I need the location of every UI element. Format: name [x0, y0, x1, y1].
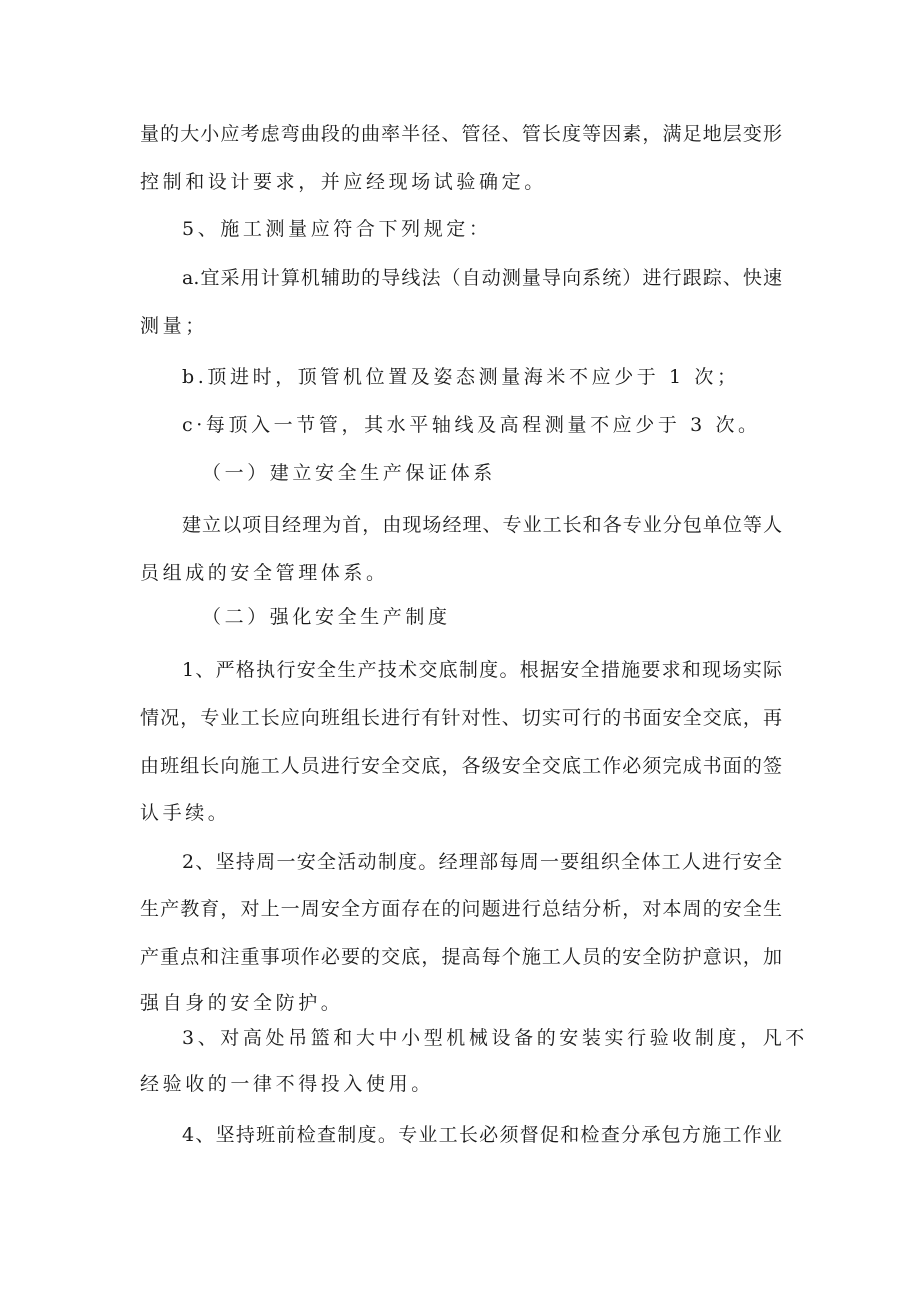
list-item: b.顶进时，顶管机位置及姿态测量海米不应少于 1 次；: [182, 366, 740, 388]
paragraph-line: 认手续。: [140, 802, 231, 824]
list-item: 测量；: [140, 315, 208, 337]
paragraph-line: 建立以项目经理为首，由现场经理、专业工长和各专业分包单位等人: [182, 514, 782, 536]
paragraph-line: 员组成的安全管理体系。: [140, 562, 389, 584]
paragraph-line: 经验收的一律不得投入使用。: [140, 1073, 434, 1095]
paragraph-line: 3、对高处吊篮和大中小型机械设备的安装实行验收制度，凡不: [182, 1027, 808, 1049]
paragraph-line: 强自身的安全防护。: [140, 992, 344, 1014]
paragraph-line: 4、坚持班前检查制度。专业工长必须督促和检查分承包方施工作业: [182, 1124, 782, 1146]
section-heading: （一）建立安全生产保证体系: [202, 462, 496, 484]
paragraph-line: 情况，专业工长应向班组长进行有针对性、切实可行的书面安全交底，再: [140, 707, 782, 729]
list-item: a.宜采用计算机辅助的导线法（自动测量导向系统）进行跟踪、快速: [182, 267, 782, 289]
paragraph-line: 1、严格执行安全生产技术交底制度。根据安全措施要求和现场实际: [182, 659, 782, 681]
paragraph-line: 2、坚持周一安全活动制度。经理部每周一要组织全体工人进行安全: [182, 851, 782, 873]
paragraph-line: 量的大小应考虑弯曲段的曲率半径、管径、管长度等因素，满足地层变形: [140, 123, 782, 145]
list-heading: 5、施工测量应符合下列规定：: [182, 218, 492, 240]
paragraph-line: 由班组长向施工人员进行安全交底，各级安全交底工作必须完成书面的签: [140, 755, 782, 777]
paragraph-line: 产重点和注重事项作必要的交底，提高每个施工人员的安全防护意识，加: [140, 946, 782, 968]
section-heading: （二）强化安全生产制度: [202, 606, 451, 628]
paragraph-line: 控制和设计要求，并应经现场试验确定。: [140, 171, 547, 193]
list-item: c·每顶入一节管，其水平轴线及高程测量不应少于 3 次。: [182, 414, 761, 436]
paragraph-line: 生产教育，对上一周安全方面存在的问题进行总结分析，对本周的安全生: [140, 898, 782, 920]
